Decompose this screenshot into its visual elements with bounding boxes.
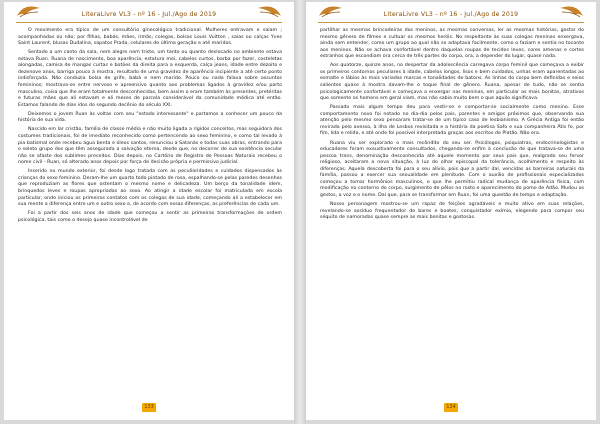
paragraph: Nascido em lar cristão, família de classe média e não muito ligada a rígidos conceitos, mas seguidora dos costumes tradicionais, foi de imediato reconhecido como pertencendo ao sexo feminino, e como tal levado à pia batismal onde recebeu água benta e óleos santos, renunciou a Satanás e todas suas obras, entrando para o seleto grupo dos que têm assegurada a salvação eterna, desde que, no decorrer de sua existência secular não se afaste dos sublimes preceitos. Dias depois, no Cartório de Registro de Pessoas Naturais recebeu o nome civil - Ruan, só alterado anos depois por força de decisão própria e permissivo judicial. — [18, 127, 282, 166]
winged-ornament-icon — [558, 4, 584, 20]
left-page-body — [18, 28, 282, 227]
header-divider — [16, 22, 282, 23]
right-page — [306, 2, 596, 420]
paragraph: Aos quatorze, quinze anos, no despertar da adolescência carregava corpo feminil que começava a exibir os primeiros contornos peculiares à idade, cabelos longos, lisos e bem cuidados, unhas eram aparentadas ao esmalte e lábios às mais variadas marcas e tonalidades de batons. As linhas do corpo bem definidas e seios salientes quase à mostra davam-lhe o toque final de gênero. Ruana, apesar de tudo, não se sentia psicologicamente confortável e começava a enxergar nas meninas, em particular as mais bonitas, atrativos que somente os homens em geral viam, mas não sabia muito bem o que aquilo significava. — [320, 63, 584, 102]
paragraph: Nosso personagem mostrou-se um rapaz de feições agradáveis e muito ativo em suas relações, revelando-se assíduo frequentador de bares e boates, conquistador exímio, elegendo para compor seu séquito de namoradas quase sempre as mais bonitas e gostosas. — [320, 202, 584, 221]
header-divider — [318, 22, 584, 23]
winged-ornament-icon — [318, 4, 344, 20]
paragraph: partilhar as mesmas brincadeiras dos meninos, as mesmas conversas, ler as mesmas histórias, gostar do mesmo gênero de filmes e cultuar os mesmos heróis. No respeitante às suas colegas meninas enxergava, ainda sem entender, como um grupo ao qual não se adaptava facilmente, como o faziam e sentia no tocante aos meninos. Não se achava confortável dentro daquelas roupas de tecidos leves, cores amenas e cortes estranhos que escondiam ora cerca de três partes do corpo, ora, a depender do lugar, quase nada. — [320, 28, 584, 60]
paragraph: Inserido no mundo exterior, foi desde logo tratada com as peculiaridades e cuidados dispensados às crianças do sexo feminino. Deram-lhe um quarto todo pintado de rosa, espalhando-se pelas paredes desenhos que reproduziam as flores que ostentam o mesmo nome e delicadeza. Um berço da tonalidade idem, brinquedos leves e roupas apropriadas ao sexo. Ao atingir a idade escolar foi matriculada em escola particular, onde iniciou os primeiros contatos com os colegas de sua idade, começando ali a estabelecer em sua mente a diferença entre um e outro sexo e, de acordo com essas diferenças, as preferências de cada um. — [18, 169, 282, 208]
left-page — [4, 2, 294, 420]
book-gutter — [294, 0, 306, 424]
paragraph: Passado mais algum tempo deu para vestir-se e comportar-se socialmente como menino. Esse comportamento novo foi notado no dia-dia pelos pais, parentes e amigos próximos que, observando sua atenção pelo mesmo sexo pensaram tratar-se de um típico caso de lesbianismo. A Grécia Antiga foi então revirada pelo avesso, à ilha de Lesbos revisitada e a história da poetisa Safo e sua companheira Átis fo, por fim, lida e relida, e até onde foi possível interpretada graças aos escritos de Platão. Não era. — [320, 105, 584, 137]
paragraph: Sentado a um canto da sala, nem alegre nem triste, um tanto ou quanto deslocado no ambiente estava estava Ruan. Ruana de nascimento, boa aparência, estatura mei, cabelos curtos, barba por fazer, costeletas alongadas, camisa de mangas curtas e botões da direita para a esquerda, calça jeans, idade entre dezoito e dezenove anos, barriga pouco à mostra, resultado de uma gravidez de aparência incipiente a até certo ponto indisfarçada. Não conduzia bolsa de grife, babá e nem marido. Pouco ou nada falava sobre assuntos femininos; mostrava-se entre nervoso e apreensivo quanto aos problemas ligados à gravidez e/ou parto masculino, coisa que lhe eram totalmente desconhecidas, bem assim o eram também às presentes, pretéritas e futuras mães que ali estavam e ali meses de parcela considerável da comunidade médica até então. Estamos falando de dias idos do segundo decênio do século XXI. — [18, 50, 282, 108]
paragraph: Ruana viu ser explorado o mais recôndito do seu ser. Psicólogos, psiquiatras, endocrinologistas e educadores foram exaustivamente consultados, chegando-se enfim à conclusão de que tratava-se de uma pessoa trans, denominação desconhecida até aquele momento por seus pais que, malgrado seu fervor religioso, aceitaram a nova situação, à luz do olhar episcopal da tolerância, acolhimento e respeito às diferenças. Aquela descoberta foi para o seu alívio, pois que a partir daí, vencidas as barreiras naturais da família, passou a exercer sua sexualidade em plenitude. Com o auxílio de profissionais especializados começou a tomar hormônios masculinos, o que lhe permitiu radical mudança de aparência física, com modificação no contorno do corpo, surgimento de pêlos no rosto e aparecimento do pomo de Adão. Mudou os gestos, a voz e o nome. Daí que, para se transformar em Ruan, foi uma questão de tempo e adaptação. — [320, 140, 584, 198]
left-page-header — [16, 6, 282, 22]
page-number: 133 — [142, 403, 156, 412]
winged-ornament-icon — [256, 4, 282, 20]
right-page-header — [318, 6, 584, 22]
winged-ornament-icon — [16, 4, 42, 20]
header-title: LiteraLivre VL3 - nº 16 - Jul./Ago de 2019 — [383, 10, 519, 18]
paragraph: Deixemos o jovem Ruan às voltas com seu "estado interessante" e partamos a conhecer um pouco da história de sua vida. — [18, 111, 282, 124]
paragraph: O movimento era típico de um consultório ginecológico tradicional. Mulheres entravam e saíam ; acompanhadas ou não; por filhas, babás, mães, irmãs, colegas, bolsas Louis Vuitton , saias ou calças Yves Saint Laurent, blusas Dudalina, sapatos Prada, celulares de última geração e até maridos. — [18, 28, 282, 47]
paragraph: Foi a partir dos seis anos de idade que começou a sentir as primeiras transformações de ordem psicológica, tais como o desejo quase incontrolável de — [18, 211, 282, 223]
page-number: 134 — [444, 403, 458, 412]
header-title: LiteraLivre VL3 - nº 16 - Jul./Ago de 2019 — [81, 10, 217, 18]
right-page-body — [320, 28, 584, 224]
